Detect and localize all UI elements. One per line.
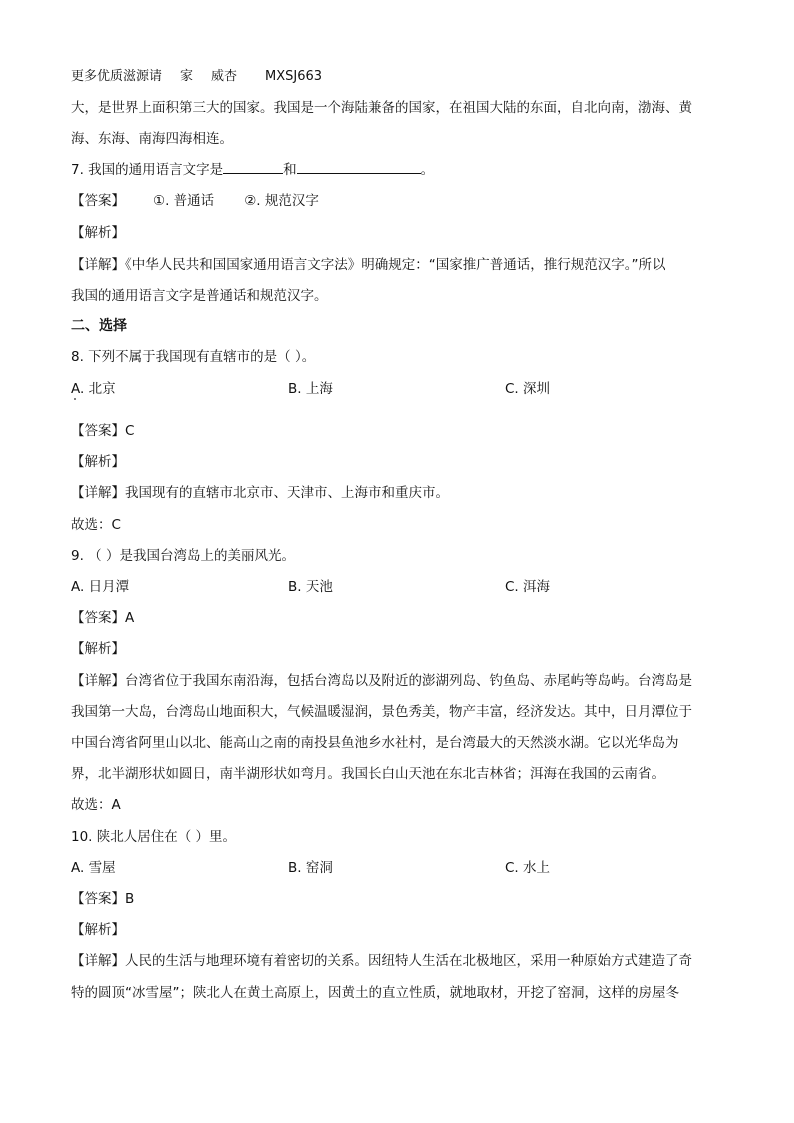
q10-option-c: C. 水上 — [505, 860, 551, 876]
question-7 — [71, 161, 434, 179]
q8-answer: 【答案】C — [71, 423, 135, 439]
q7-answer — [71, 192, 319, 210]
q7-blank-1 — [223, 161, 283, 174]
q9-option-b: B. 天池 — [288, 579, 333, 595]
watermark-part2: 家 — [180, 69, 194, 84]
q8-option-a: A. 北京 — [71, 381, 116, 397]
q7-answer-label: 【答案】 — [71, 193, 125, 209]
q9-detail-line-1: 【详解】台湾省位于我国东南沿海，包括台湾岛以及附近的澎湖列岛、钓鱼岛、赤尾屿等岛屿。台湾岛是 — [71, 673, 692, 689]
watermark-header — [71, 68, 322, 86]
intro-line-1: 大，是世界上面积第三大的国家。我国是一个海陆兼备的国家，在祖国大陆的东面，自北向南，渤海、黄 — [71, 100, 692, 116]
q10-detail-line-2: 特的圆顶“冰雪屋”；陕北人在黄土高原上，因黄土的直立性质，就地取材，开挖了窑洞，这样的房屋冬 — [71, 985, 679, 1001]
watermark-part1: 更多优质滋源请 — [71, 69, 163, 84]
q9-answer: 【答案】A — [71, 610, 135, 626]
q9-analysis-label: 【解析】 — [71, 641, 125, 657]
q7-analysis-label: 【解析】 — [71, 225, 125, 241]
q10-option-a: A. 雪屋 — [71, 860, 116, 876]
q7-blank-2 — [297, 161, 421, 174]
q9-detail-line-2: 我国第一大岛，台湾岛山地面积大，气候温暖湿润，景色秀美，物产丰富，经济发达。其中，日月潭位于 — [71, 704, 692, 720]
q8-option-c: C. 深圳 — [505, 381, 551, 397]
section-title: 二、选择 — [71, 318, 127, 334]
question-9: 9. （ ）是我国台湾岛上的美丽风光。 — [71, 548, 295, 564]
q7-answer-1: ①. 普通话 — [153, 193, 215, 209]
watermark-part3: 威杏 — [211, 69, 238, 84]
q10-option-b: B. 窑洞 — [288, 860, 333, 876]
q7-middle: 和 — [283, 162, 297, 178]
q7-answer-2: ②. 规范汉字 — [244, 193, 319, 209]
q9-conclusion: 故选：A — [71, 797, 121, 813]
q8-conclusion: 故选：C — [71, 517, 121, 533]
q8-detail: 【详解】我国现有的直辖市北京市、天津市、上海市和重庆市。 — [71, 485, 449, 501]
q9-option-a: A. 日月潭 — [71, 579, 130, 595]
question-10: 10. 陕北人居住在（ ）里。 — [71, 829, 237, 845]
q9-detail-line-4: 界，北半湖形状如圆日，南半湖形状如弯月。我国长白山天池在东北吉林省；洱海在我国的云南省。 — [71, 766, 665, 782]
question-8: 8. 下列不属于我国现有直辖市的是（ ）。 — [71, 349, 316, 365]
q10-detail-line-1: 【详解】人民的生活与地理环境有着密切的关系。因纽特人生活在北极地区，采用一种原始方式建造了奇 — [71, 953, 692, 969]
q8-analysis-label: 【解析】 — [71, 454, 125, 470]
q10-analysis-label: 【解析】 — [71, 922, 125, 938]
intro-line-2: 海、东海、南海四海相连。 — [71, 131, 233, 147]
watermark-part4: MXSJ663 — [265, 69, 323, 84]
q7-prefix: 7. 我国的通用语言文字是 — [71, 162, 224, 178]
q8-option-b: B. 上海 — [288, 381, 333, 397]
stray-dot — [74, 398, 76, 400]
q10-answer: 【答案】B — [71, 891, 135, 907]
q9-detail-line-3: 中国台湾省阿里山以北、能高山之南的南投县鱼池乡水社村，是台湾最大的天然淡水湖。它以光华岛为 — [71, 735, 679, 751]
q7-detail-line-2: 我国的通用语言文字是普通话和规范汉字。 — [71, 288, 328, 304]
q7-suffix: 。 — [420, 162, 435, 178]
q9-option-c: C. 洱海 — [505, 579, 551, 595]
q7-detail-line-1: 【详解】《中华人民共和国国家通用语言文字法》明确规定：“国家推广普通话，推行规范汉字。”所以 — [71, 257, 666, 273]
